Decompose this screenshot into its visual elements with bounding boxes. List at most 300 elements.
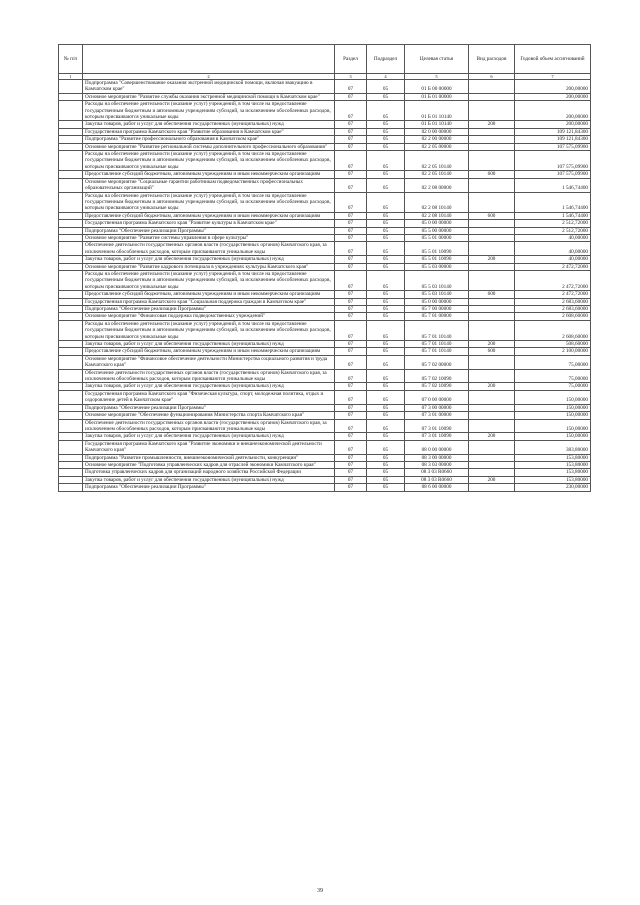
colnum: 5 [405, 74, 469, 80]
row-description: Расходы на обеспечение деятельности (оказание услуг) учреждений, в том числе на предоставление государственным бюджетным и автономным учреждениям субсидий, за исключением обособленных расходов, которым присваиваются уникальные коды [83, 151, 335, 171]
row-section: 07 [335, 234, 367, 241]
row-amount: 200,00000 [515, 121, 591, 128]
budget-table [58, 44, 591, 492]
row-number [59, 476, 83, 483]
row-expense-type: 200 [469, 433, 515, 440]
row-subsection: 05 [367, 263, 405, 270]
table-row [59, 484, 591, 491]
row-description: Закупка товаров, работ и услуг для обеспечения государственных (муниципальных) нужд [83, 476, 335, 483]
row-target-item: 05 7 00 00000 [405, 306, 469, 313]
row-target-item: 02 2 00 00000 [405, 136, 469, 143]
row-subsection: 05 [367, 234, 405, 241]
row-expense-type [469, 419, 515, 433]
row-number [59, 383, 83, 390]
row-section: 07 [335, 390, 367, 404]
row-number [59, 298, 83, 305]
row-expense-type: 600 [469, 171, 515, 178]
row-section: 07 [335, 212, 367, 219]
row-subsection: 05 [367, 212, 405, 219]
row-subsection: 05 [367, 306, 405, 313]
row-amount: 200,00000 [515, 80, 591, 94]
row-amount: 2 472,72000 [515, 270, 591, 290]
row-number [59, 80, 83, 94]
row-number [59, 121, 83, 128]
row-expense-type [469, 128, 515, 135]
row-subsection: 05 [367, 313, 405, 320]
row-section: 07 [335, 476, 367, 483]
table-row [59, 404, 591, 411]
header-exptype: Вид расходов [469, 45, 515, 74]
row-number [59, 101, 83, 121]
row-target-item: 08 0 00 00000 [405, 440, 469, 454]
row-number [59, 320, 83, 340]
row-section: 07 [335, 171, 367, 178]
row-subsection: 05 [367, 171, 405, 178]
row-number [59, 93, 83, 100]
table-row [59, 220, 591, 227]
row-expense-type [469, 484, 515, 491]
row-expense-type [469, 242, 515, 256]
row-expense-type: 600 [469, 291, 515, 298]
colnum: 4 [367, 74, 405, 80]
row-section: 07 [335, 101, 367, 121]
row-target-item: 05 5 00 00000 [405, 227, 469, 234]
table-row [59, 306, 591, 313]
row-target-item: 05 5 01 10090 [405, 242, 469, 256]
row-number [59, 192, 83, 212]
row-expense-type [469, 192, 515, 212]
row-target-item: 07 3 01 00000 [405, 412, 469, 419]
row-target-item: 05 7 01 10140 [405, 348, 469, 355]
table-row [59, 192, 591, 212]
row-target-item: 07 3 01 10090 [405, 433, 469, 440]
table-row [59, 121, 591, 128]
row-expense-type [469, 143, 515, 150]
row-description: Закупка товаров, работ и услуг для обеспечения государственных (муниципальных) нужд [83, 121, 335, 128]
table-row [59, 383, 591, 390]
row-expense-type [469, 234, 515, 241]
row-description: Подпрограмма "Обеспечение реализации Программы" [83, 227, 335, 234]
row-amount: 109 121,84300 [515, 136, 591, 143]
table-row [59, 313, 591, 320]
row-number [59, 136, 83, 143]
row-subsection: 05 [367, 242, 405, 256]
table-row [59, 320, 591, 340]
row-subsection: 05 [367, 143, 405, 150]
row-target-item: 02 2 05 10140 [405, 171, 469, 178]
row-expense-type [469, 412, 515, 419]
row-expense-type: 200 [469, 341, 515, 348]
row-section: 07 [335, 80, 367, 94]
row-number [59, 128, 83, 135]
row-description: Обеспечение деятельности государственных органов власти (государственных органов) Камчатского края, за исключением обособленных расходов, которым присваиваются уникальные коды [83, 369, 335, 383]
row-section: 07 [335, 440, 367, 454]
row-subsection: 05 [367, 404, 405, 411]
row-section: 07 [335, 263, 367, 270]
table-row [59, 93, 591, 100]
row-amount: 75,00000 [515, 383, 591, 390]
row-expense-type [469, 306, 515, 313]
row-number [59, 263, 83, 270]
row-target-item: 02 2 08 10140 [405, 212, 469, 219]
row-subsection: 05 [367, 80, 405, 94]
row-amount: 2 608,60000 [515, 320, 591, 340]
row-amount: 75,00000 [515, 369, 591, 383]
row-amount: 1 546,74400 [515, 178, 591, 192]
row-number [59, 390, 83, 404]
row-description: Основное мероприятие "Развитие региональной системы дополнительного профессионального образования" [83, 143, 335, 150]
row-description: Основное мероприятие "Подготовка управленческих кадров для отраслей экономики Камчатского края" [83, 461, 335, 468]
row-description: Государственная программа Камчатского края "Развитие экономики и внешнеэкономической деятельности Камчатского края" [83, 440, 335, 454]
row-number [59, 242, 83, 256]
row-subsection: 05 [367, 461, 405, 468]
row-amount: 150,00000 [515, 419, 591, 433]
table-header-row [59, 45, 591, 74]
row-description: Подпрограмма "Совершенствование оказания экстренной медицинской помощи, включая эвакуацию в Камчатском крае" [83, 80, 335, 94]
table-row [59, 390, 591, 404]
row-amount: 2 683,60000 [515, 298, 591, 305]
row-subsection: 05 [367, 192, 405, 212]
row-subsection: 05 [367, 93, 405, 100]
row-description: Основное мероприятие "Развитие кадрового потенциала в учреждениях культуры Камчатского края" [83, 263, 335, 270]
row-amount: 150,00000 [515, 412, 591, 419]
row-amount: 2 472,72000 [515, 291, 591, 298]
row-number [59, 220, 83, 227]
row-description: Подпрограмма "Развитие промышленности, внешнеэкономической деятельности, конкуренции" [83, 454, 335, 461]
row-expense-type [469, 270, 515, 290]
row-description: Основное мероприятие "Финансовое обеспечение деятельности Министерства социального развития и труда Камчатского края" [83, 355, 335, 369]
row-section: 07 [335, 270, 367, 290]
row-number [59, 212, 83, 219]
row-expense-type: 200 [469, 256, 515, 263]
row-subsection: 05 [367, 291, 405, 298]
row-number [59, 440, 83, 454]
row-amount: 2 683,60000 [515, 306, 591, 313]
row-amount: 2 512,72000 [515, 227, 591, 234]
row-section: 07 [335, 128, 367, 135]
row-number [59, 143, 83, 150]
row-number [59, 171, 83, 178]
table-row [59, 454, 591, 461]
row-section: 07 [335, 348, 367, 355]
row-amount: 153,80000 [515, 476, 591, 483]
colnum: 3 [335, 74, 367, 80]
row-expense-type [469, 151, 515, 171]
table-row [59, 151, 591, 171]
header-section: Раздел [335, 45, 367, 74]
table-row [59, 171, 591, 178]
row-subsection: 05 [367, 433, 405, 440]
row-subsection: 05 [367, 178, 405, 192]
row-subsection: 05 [367, 355, 405, 369]
row-section: 07 [335, 454, 367, 461]
table-row [59, 143, 591, 150]
table-row [59, 178, 591, 192]
row-section: 07 [335, 469, 367, 476]
table-body [59, 80, 591, 492]
row-amount: 109 121,84300 [515, 128, 591, 135]
row-section: 07 [335, 484, 367, 491]
row-section: 07 [335, 143, 367, 150]
row-amount: 107 575,09900 [515, 143, 591, 150]
row-target-item: 02 2 08 10140 [405, 192, 469, 212]
row-target-item: 05 7 02 10090 [405, 369, 469, 383]
row-amount: 2 512,72000 [515, 220, 591, 227]
row-section: 07 [335, 227, 367, 234]
header-target: Целевая статья [405, 45, 469, 74]
row-number [59, 234, 83, 241]
row-target-item: 05 7 02 10090 [405, 383, 469, 390]
row-description: Закупка товаров, работ и услуг для обеспечения государственных (муниципальных) нужд [83, 383, 335, 390]
row-expense-type [469, 454, 515, 461]
row-target-item: 05 7 01 10140 [405, 320, 469, 340]
row-target-item: 01 Б 01 00000 [405, 93, 469, 100]
row-description: Основное мероприятие "Развитие службы оказания экстренной медицинской помощи в Камчатском крае" [83, 93, 335, 100]
row-expense-type [469, 469, 515, 476]
row-amount: 150,00000 [515, 433, 591, 440]
row-expense-type [469, 355, 515, 369]
row-expense-type [469, 404, 515, 411]
budget-table-page [58, 44, 590, 492]
row-amount: 150,00000 [515, 390, 591, 404]
row-expense-type [469, 320, 515, 340]
table-row [59, 136, 591, 143]
row-amount: 230,00000 [515, 484, 591, 491]
row-section: 07 [335, 93, 367, 100]
row-number [59, 404, 83, 411]
row-subsection: 05 [367, 298, 405, 305]
colnum: 1 [59, 74, 83, 80]
row-amount: 200,00000 [515, 101, 591, 121]
row-description: Предоставление субсидий бюджетным, автономным учреждениям и иным некоммерческим организациям [83, 291, 335, 298]
row-description: Расходы на обеспечение деятельности (оказание услуг) учреждений, в том числе на предоставление государственным бюджетным и автономным учреждениям субсидий, за исключением обособленных расходов, которым присваиваются уникальные коды [83, 192, 335, 212]
row-section: 07 [335, 313, 367, 320]
row-description: Подпрограмма "Обеспечение реализации Программы" [83, 404, 335, 411]
table-row [59, 101, 591, 121]
row-target-item: 05 5 01 00000 [405, 234, 469, 241]
row-section: 07 [335, 136, 367, 143]
row-subsection: 05 [367, 341, 405, 348]
row-amount: 153,80000 [515, 461, 591, 468]
row-subsection: 05 [367, 320, 405, 340]
row-target-item: 05 5 03 10140 [405, 291, 469, 298]
row-description: Расходы на обеспечение деятельности (оказание услуг) учреждений, в том числе на предоставление государственным бюджетным и автономным учреждениям субсидий, за исключением обособленных расходов, которым присваиваются уникальные коды [83, 270, 335, 290]
table-row [59, 440, 591, 454]
row-description: Расходы на обеспечение деятельности (оказание услуг) учреждений, в том числе на предоставление государственным бюджетным и автономным учреждениям субсидий, за исключением обособленных расходов, которым присваиваются уникальные коды [83, 101, 335, 121]
row-expense-type [469, 298, 515, 305]
row-description: Предоставление субсидий бюджетным, автономным учреждениям и иным некоммерческим организациям [83, 348, 335, 355]
header-num: № п/п [59, 45, 83, 74]
row-subsection: 05 [367, 440, 405, 454]
row-subsection: 05 [367, 383, 405, 390]
table-row [59, 348, 591, 355]
row-target-item: 05 0 00 00000 [405, 220, 469, 227]
row-amount: 40,00000 [515, 242, 591, 256]
table-row [59, 461, 591, 468]
row-expense-type [469, 440, 515, 454]
row-target-item: 07 3 01 10090 [405, 419, 469, 433]
row-number [59, 313, 83, 320]
row-section: 07 [335, 151, 367, 171]
row-number [59, 151, 83, 171]
row-target-item: 07 0 00 00000 [405, 390, 469, 404]
row-expense-type [469, 101, 515, 121]
header-name [83, 45, 335, 74]
row-section: 07 [335, 341, 367, 348]
page-number: 39 [317, 888, 323, 894]
row-subsection: 05 [367, 419, 405, 433]
row-description: Основное мероприятие "Развитие системы управления в сфере культуры" [83, 234, 335, 241]
row-target-item: 02 0 00 00000 [405, 128, 469, 135]
row-target-item: 02 2 08 00000 [405, 178, 469, 192]
row-expense-type [469, 80, 515, 94]
row-number [59, 291, 83, 298]
row-description: Государственная программа Камчатского края "Социальная поддержка граждан в Камчатском крае" [83, 298, 335, 305]
table-row [59, 212, 591, 219]
row-amount: 107 575,09900 [515, 151, 591, 171]
row-description: Основное мероприятие "Обеспечение функционирования Министерства спорта Камчатского края" [83, 412, 335, 419]
row-section: 07 [335, 192, 367, 212]
row-amount: 383,80000 [515, 440, 591, 454]
row-target-item: 05 5 03 10140 [405, 270, 469, 290]
row-description: Подпрограмма "Обеспечение реализации Программы" [83, 306, 335, 313]
row-section: 07 [335, 121, 367, 128]
row-number [59, 256, 83, 263]
row-expense-type [469, 227, 515, 234]
row-subsection: 05 [367, 348, 405, 355]
row-section: 07 [335, 355, 367, 369]
row-description: Подпрограмма "Обеспечение реализации Программы" [83, 484, 335, 491]
row-section: 07 [335, 220, 367, 227]
row-target-item: 07 3 00 00000 [405, 404, 469, 411]
row-expense-type [469, 220, 515, 227]
row-expense-type [469, 313, 515, 320]
row-section: 07 [335, 306, 367, 313]
row-expense-type: 600 [469, 212, 515, 219]
header-subsection: Подраздел [367, 45, 405, 74]
row-section: 07 [335, 242, 367, 256]
row-amount: 2 100,00000 [515, 348, 591, 355]
row-description: Государственная программа Камчатского края "Развитие культуры в Камчатском крае" [83, 220, 335, 227]
row-expense-type [469, 136, 515, 143]
row-description: Закупка товаров, работ и услуг для обеспечения государственных (муниципальных) нужд [83, 341, 335, 348]
row-subsection: 05 [367, 469, 405, 476]
row-subsection: 05 [367, 484, 405, 491]
row-subsection: 05 [367, 270, 405, 290]
row-description: Закупка товаров, работ и услуг для обеспечения государственных (муниципальных) нужд [83, 433, 335, 440]
row-number [59, 369, 83, 383]
row-target-item: 02 2 05 00000 [405, 143, 469, 150]
row-expense-type: 200 [469, 476, 515, 483]
row-subsection: 05 [367, 136, 405, 143]
row-target-item: 08 3 03 00000 [405, 461, 469, 468]
table-row [59, 227, 591, 234]
row-amount: 200,00000 [515, 93, 591, 100]
row-number [59, 178, 83, 192]
row-expense-type [469, 178, 515, 192]
row-amount: 1 546,74400 [515, 192, 591, 212]
row-description: Предоставление субсидий бюджетным, автономным учреждениям и иным некоммерческим организациям [83, 171, 335, 178]
row-number [59, 341, 83, 348]
row-subsection: 05 [367, 128, 405, 135]
table-row [59, 341, 591, 348]
row-expense-type: 200 [469, 383, 515, 390]
row-amount: 40,00000 [515, 256, 591, 263]
row-number [59, 454, 83, 461]
row-target-item: 01 Б 01 10140 [405, 101, 469, 121]
row-description: Основное мероприятие "Финансовая поддержка подведомственных учреждений" [83, 313, 335, 320]
row-target-item: 08 6 00 00000 [405, 484, 469, 491]
row-expense-type [469, 369, 515, 383]
row-description: Расходы на обеспечение деятельности (оказание услуг) учреждений, в том числе на предоставление государственным бюджетным и автономным учреждениям субсидий, за исключением обособленных расходов, которым присваиваются уникальные коды [83, 320, 335, 340]
row-description: Предоставление субсидий бюджетным, автономным учреждениям и иным некоммерческим организациям [83, 212, 335, 219]
row-target-item: 08 3 03 R0660 [405, 469, 469, 476]
row-expense-type [469, 390, 515, 404]
table-row [59, 412, 591, 419]
colnum: 7 [515, 74, 591, 80]
row-section: 07 [335, 256, 367, 263]
row-section: 07 [335, 433, 367, 440]
table-row [59, 291, 591, 298]
row-number [59, 419, 83, 433]
row-section: 07 [335, 383, 367, 390]
row-section: 07 [335, 298, 367, 305]
row-target-item: 01 Б 00 00000 [405, 80, 469, 94]
row-number [59, 348, 83, 355]
row-section: 07 [335, 404, 367, 411]
row-subsection: 05 [367, 390, 405, 404]
row-description: Государственная программа Камчатского края "Физическая культура, спорт, молодежная политика, отдых и оздоровление детей в Камчатском крае" [83, 390, 335, 404]
row-section: 07 [335, 412, 367, 419]
row-amount: 75,00000 [515, 355, 591, 369]
row-description: Обеспечение деятельности государственных органов власти (государственных органов) Камчатского края, за исключением обособленных расходов, которым присваиваются уникальные коды [83, 242, 335, 256]
row-description: Закупка товаров, работ и услуг для обеспечения государственных (муниципальных) нужд [83, 256, 335, 263]
row-amount: 107 575,09900 [515, 171, 591, 178]
row-expense-type [469, 461, 515, 468]
row-subsection: 05 [367, 121, 405, 128]
row-target-item: 05 5 03 00000 [405, 263, 469, 270]
row-amount: 2 608,60000 [515, 313, 591, 320]
row-amount: 2 472,72000 [515, 263, 591, 270]
row-section: 07 [335, 178, 367, 192]
row-target-item: 05 7 01 10140 [405, 341, 469, 348]
row-description: Подпрограмма "Развитие профессионального образования в Камчатском крае" [83, 136, 335, 143]
row-target-item: 05 0 00 00000 [405, 298, 469, 305]
colnum: 6 [469, 74, 515, 80]
row-amount: 1 546,74400 [515, 212, 591, 219]
row-target-item: 08 3 03 R0660 [405, 476, 469, 483]
table-row [59, 419, 591, 433]
table-row [59, 355, 591, 369]
table-row [59, 433, 591, 440]
table-row [59, 256, 591, 263]
row-number [59, 306, 83, 313]
row-number [59, 227, 83, 234]
table-row [59, 369, 591, 383]
row-amount: 40,00000 [515, 234, 591, 241]
row-target-item: 05 7 01 00000 [405, 313, 469, 320]
table-row [59, 234, 591, 241]
row-description: Подготовка управленческих кадров для организаций народного хозяйства Российской Федерации [83, 469, 335, 476]
table-row [59, 469, 591, 476]
row-number [59, 355, 83, 369]
row-number [59, 433, 83, 440]
row-subsection: 05 [367, 220, 405, 227]
row-description: Основное мероприятие "Социальные гарантии работникам подведомственных профессиональных образовательных организаций" [83, 178, 335, 192]
row-expense-type [469, 263, 515, 270]
row-target-item: 05 5 01 10090 [405, 256, 469, 263]
row-expense-type: 200 [469, 121, 515, 128]
